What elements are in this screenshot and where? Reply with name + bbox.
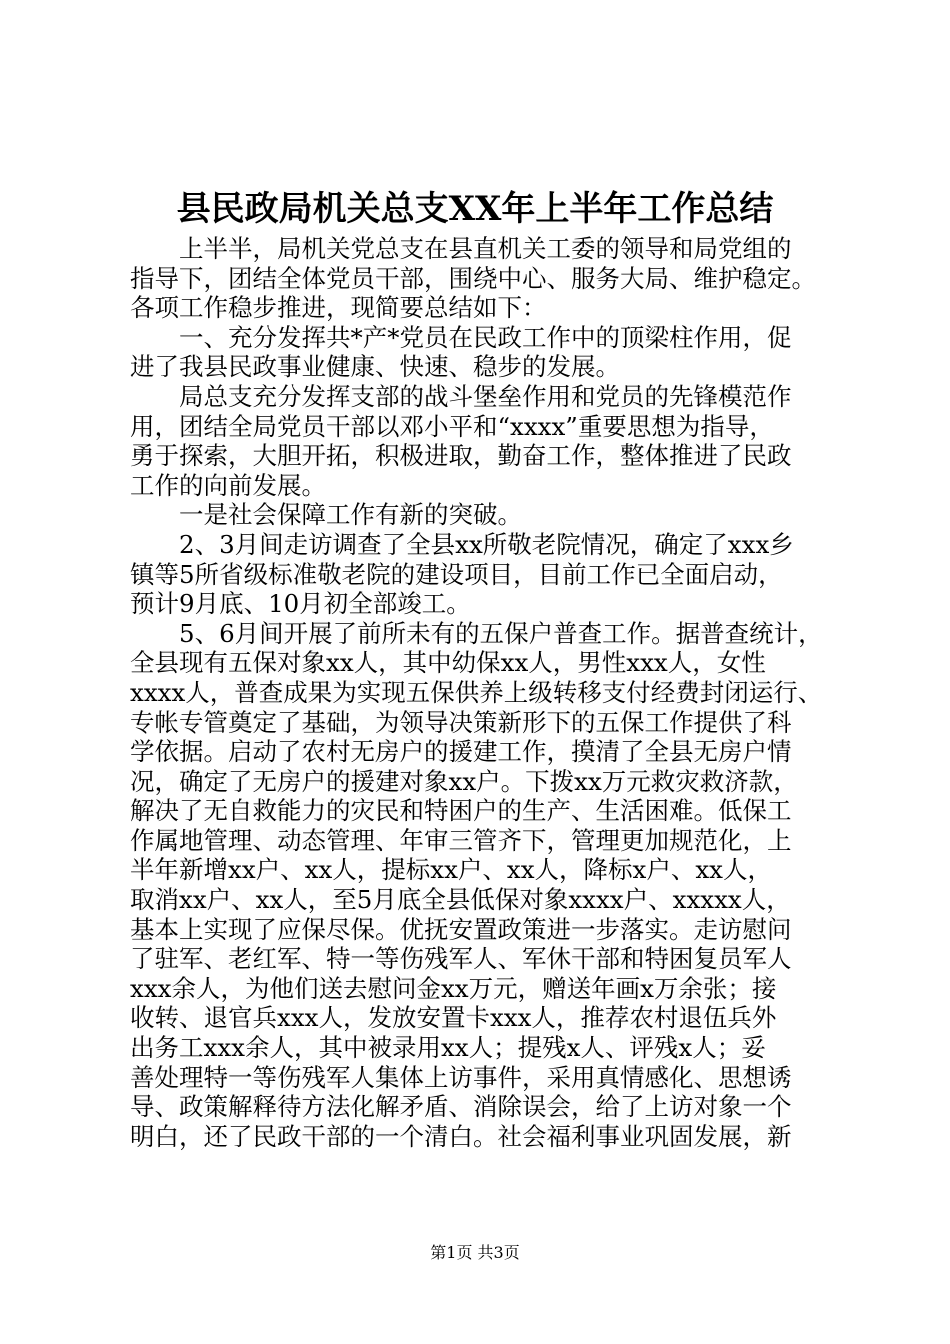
body-line: 一是社会保障工作有新的突破。 [179,500,522,530]
body-line: 明白，还了民政干部的一个清白。社会福利事业巩固发展，新 [130,1121,792,1151]
body-line: 局总支充分发挥支部的战斗堡垒作用和党员的先锋模范作 [179,381,792,411]
body-line: 一、充分发挥共*产*党员在民政工作中的顶梁柱作用，促 [179,322,792,352]
body-line: 上半半，局机关党总支在县直机关工委的领导和局党组的 [179,234,792,263]
body-line: 况，确定了无房户的援建对象xx户。下拨xx万元救灾救济款， [130,766,798,796]
body-line: 作属地管理、动态管理、年审三管齐下，管理更加规范化，上 [130,825,792,855]
page-number-footer: 第1页 共3页 [430,1243,520,1262]
body-line: xxxx人，普查成果为实现五保供养上级转移支付经费封闭运行、 [130,677,823,707]
body-line: 解决了无自救能力的灾民和特困户的生产、生活困难。低保工 [130,796,792,826]
body-line: 学依据。启动了农村无房户的援建工作，摸清了全县无房户情 [130,737,792,767]
body-line: 5、6月间开展了前所未有的五保户普查工作。据普查统计， [179,618,823,648]
body-line: 预计9月底、10月初全部竣工。 [130,589,471,619]
body-line: 全县现有五保对象xx人，其中幼保xx人，男性xxx人，女性 [130,648,766,678]
body-line: 勇于探索，大胆开拓，积极进取，勤奋工作，整体推进了民政 [130,441,792,471]
document-body [130,234,830,1151]
body-line: 导、政策解释待方法化解矛盾、消除误会，给了上访对象一个 [130,1092,792,1122]
body-line: 进了我县民政事业健康、快速、稳步的发展。 [130,352,620,382]
body-line: 用，团结全局党员干部以邓小平和“xxxx”重要思想为指导， [130,411,774,441]
document-title: 县民政局机关总支XX年上半年工作总结 [176,189,774,229]
body-line: 出务工xxx余人，其中被录用xx人；提残x人、评残x人；妥 [130,1033,766,1063]
body-line: 善处理特一等伤残军人集体上访事件，采用真情感化、思想诱 [130,1062,792,1092]
body-line: 半年新增xx户、xx人，提标xx户、xx人，降标x户、xx人， [130,855,772,885]
body-line: 了驻军、老红军、特一等伤残军人、军休干部和特困复员军人 [130,944,792,974]
body-line: 专帐专管奠定了基础，为领导决策新形下的五保工作提供了科 [130,707,792,737]
body-line: 收转、退官兵xxx人，发放安置卡xxx人，推荐农村退伍兵外 [130,1003,777,1033]
body-line: 取消xx户、xx人，至5月底全县低保对象xxxx户、xxxxx人， [130,885,791,915]
body-line: 各项工作稳步推进，现简要总结如下： [130,293,547,323]
body-line: 镇等5所省级标准敬老院的建设项目，目前工作已全面启动， [130,559,783,589]
body-line: 2、3月间走访调查了全县xx所敬老院情况，确定了xxx乡 [179,529,794,559]
body-line: 工作的向前发展。 [130,470,326,500]
body-line: xxx余人，为他们送去慰问金xx万元，赠送年画x万余张；接 [130,973,777,1003]
body-line: 指导下，团结全体党员干部，围绕中心、服务大局、维护稳定。 [130,263,816,293]
body-line: 基本上实现了应保尽保。优抚安置政策进一步落实。走访慰问 [130,914,792,944]
